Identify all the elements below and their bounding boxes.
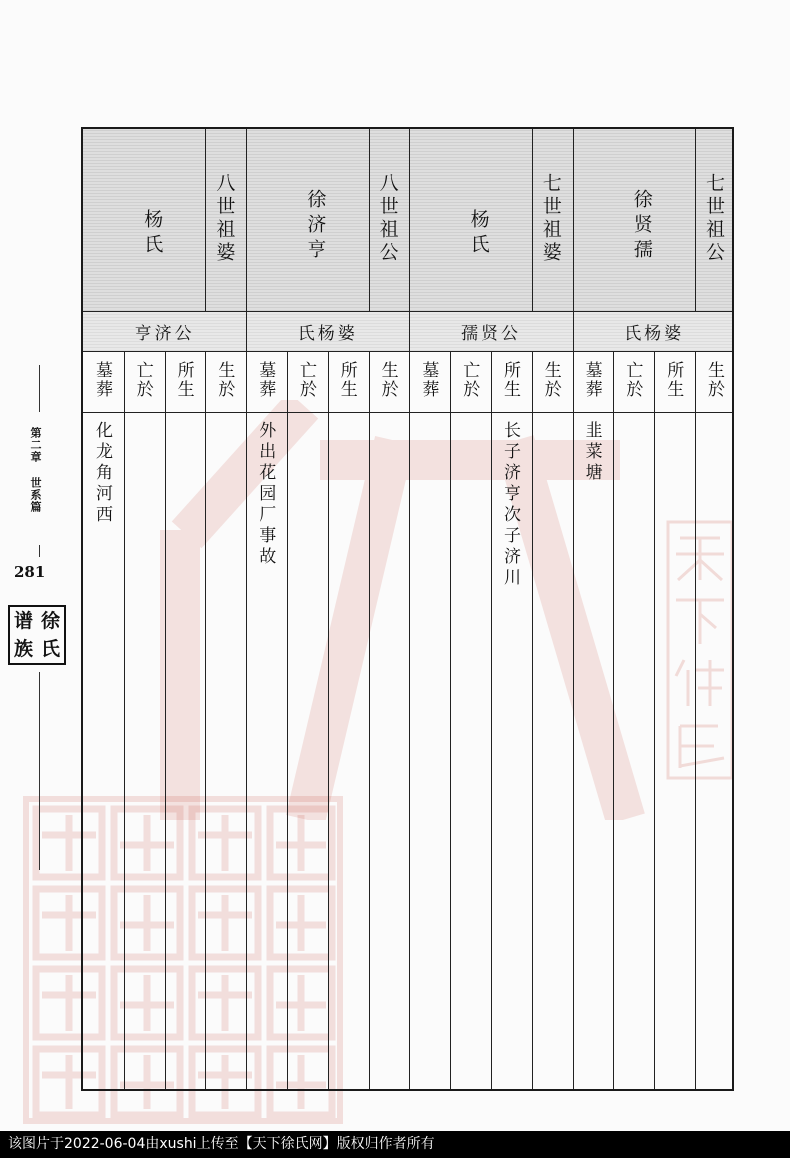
field-label: 所生 [663,361,684,399]
upload-notice: 该图片于2022-06-04由xushi上传至【天下徐氏网】版权归作者所有 [0,1131,790,1158]
field-label: 所生 [336,361,357,399]
column-rule [369,129,370,311]
field-label: 墓葬 [581,361,602,399]
field-label: 亡於 [459,361,480,399]
record-detail: 化龙角河西 [92,421,112,526]
column-rule [532,351,533,1089]
column-rule [654,351,655,1089]
column-rule [165,351,166,1089]
field-label: 墓葬 [418,361,439,399]
field-label: 生於 [214,361,235,399]
column-rule [246,129,247,1089]
ancestor-name: 杨氏 [467,209,490,259]
margin-rule-mid [39,545,40,557]
column-rule [491,351,492,1089]
field-label: 亡於 [622,361,643,399]
spouse-label: 氏杨婆 [624,324,685,344]
field-label: 亡於 [296,361,316,399]
column-rule [205,129,206,311]
record-detail: 外出花园厂事故 [255,421,276,568]
spouse-label: 亨济公 [134,324,195,344]
column-rule [124,351,125,1089]
ancestor-title: 八世祖公 [376,173,399,265]
column-rule [613,351,614,1089]
column-rule [573,129,574,1089]
ancestor-title: 七世祖公 [703,173,725,265]
column-rule [695,129,696,311]
logo-char: 谱 [13,609,33,632]
genealogy-table [81,127,734,1091]
row-rule [83,412,732,413]
row-rule [83,351,732,352]
logo-char: 族 [13,637,33,660]
ancestor-name: 徐贤孺 [630,189,653,264]
field-label: 生於 [704,361,724,399]
field-label: 墓葬 [255,361,276,399]
chapter-label: 第二章 世系篇 [29,427,42,513]
column-rule [409,129,410,1089]
ancestor-name: 杨氏 [141,209,164,259]
column-rule [328,351,329,1089]
ancestor-name: 徐济亨 [304,189,327,264]
column-rule [369,351,370,1089]
genealogy-logo [8,605,66,665]
margin-rule-bottom [39,672,40,870]
row-rule [83,311,732,312]
logo-char: 徐 [40,609,60,632]
column-rule [205,351,206,1089]
spouse-label: 孺贤公 [460,324,521,344]
field-label: 生於 [377,361,398,399]
field-label: 生於 [540,361,561,399]
page-number: 281 [14,563,46,581]
column-rule [287,351,288,1089]
column-rule [695,351,696,1089]
spouse-label: 氏杨婆 [297,324,358,344]
record-detail: 长子济亨次子济川 [500,421,520,589]
field-label: 墓葬 [92,361,112,399]
ancestor-title: 八世祖婆 [213,173,236,265]
column-rule [450,351,451,1089]
column-rule [532,129,533,311]
field-label: 所生 [500,361,520,399]
field-label: 所生 [173,361,194,399]
logo-char: 氏 [40,637,60,660]
field-label: 亡於 [132,361,153,399]
ancestor-title: 七世祖婆 [539,173,562,265]
record-detail: 韭菜塘 [581,421,602,484]
margin-rule-top [39,365,40,412]
